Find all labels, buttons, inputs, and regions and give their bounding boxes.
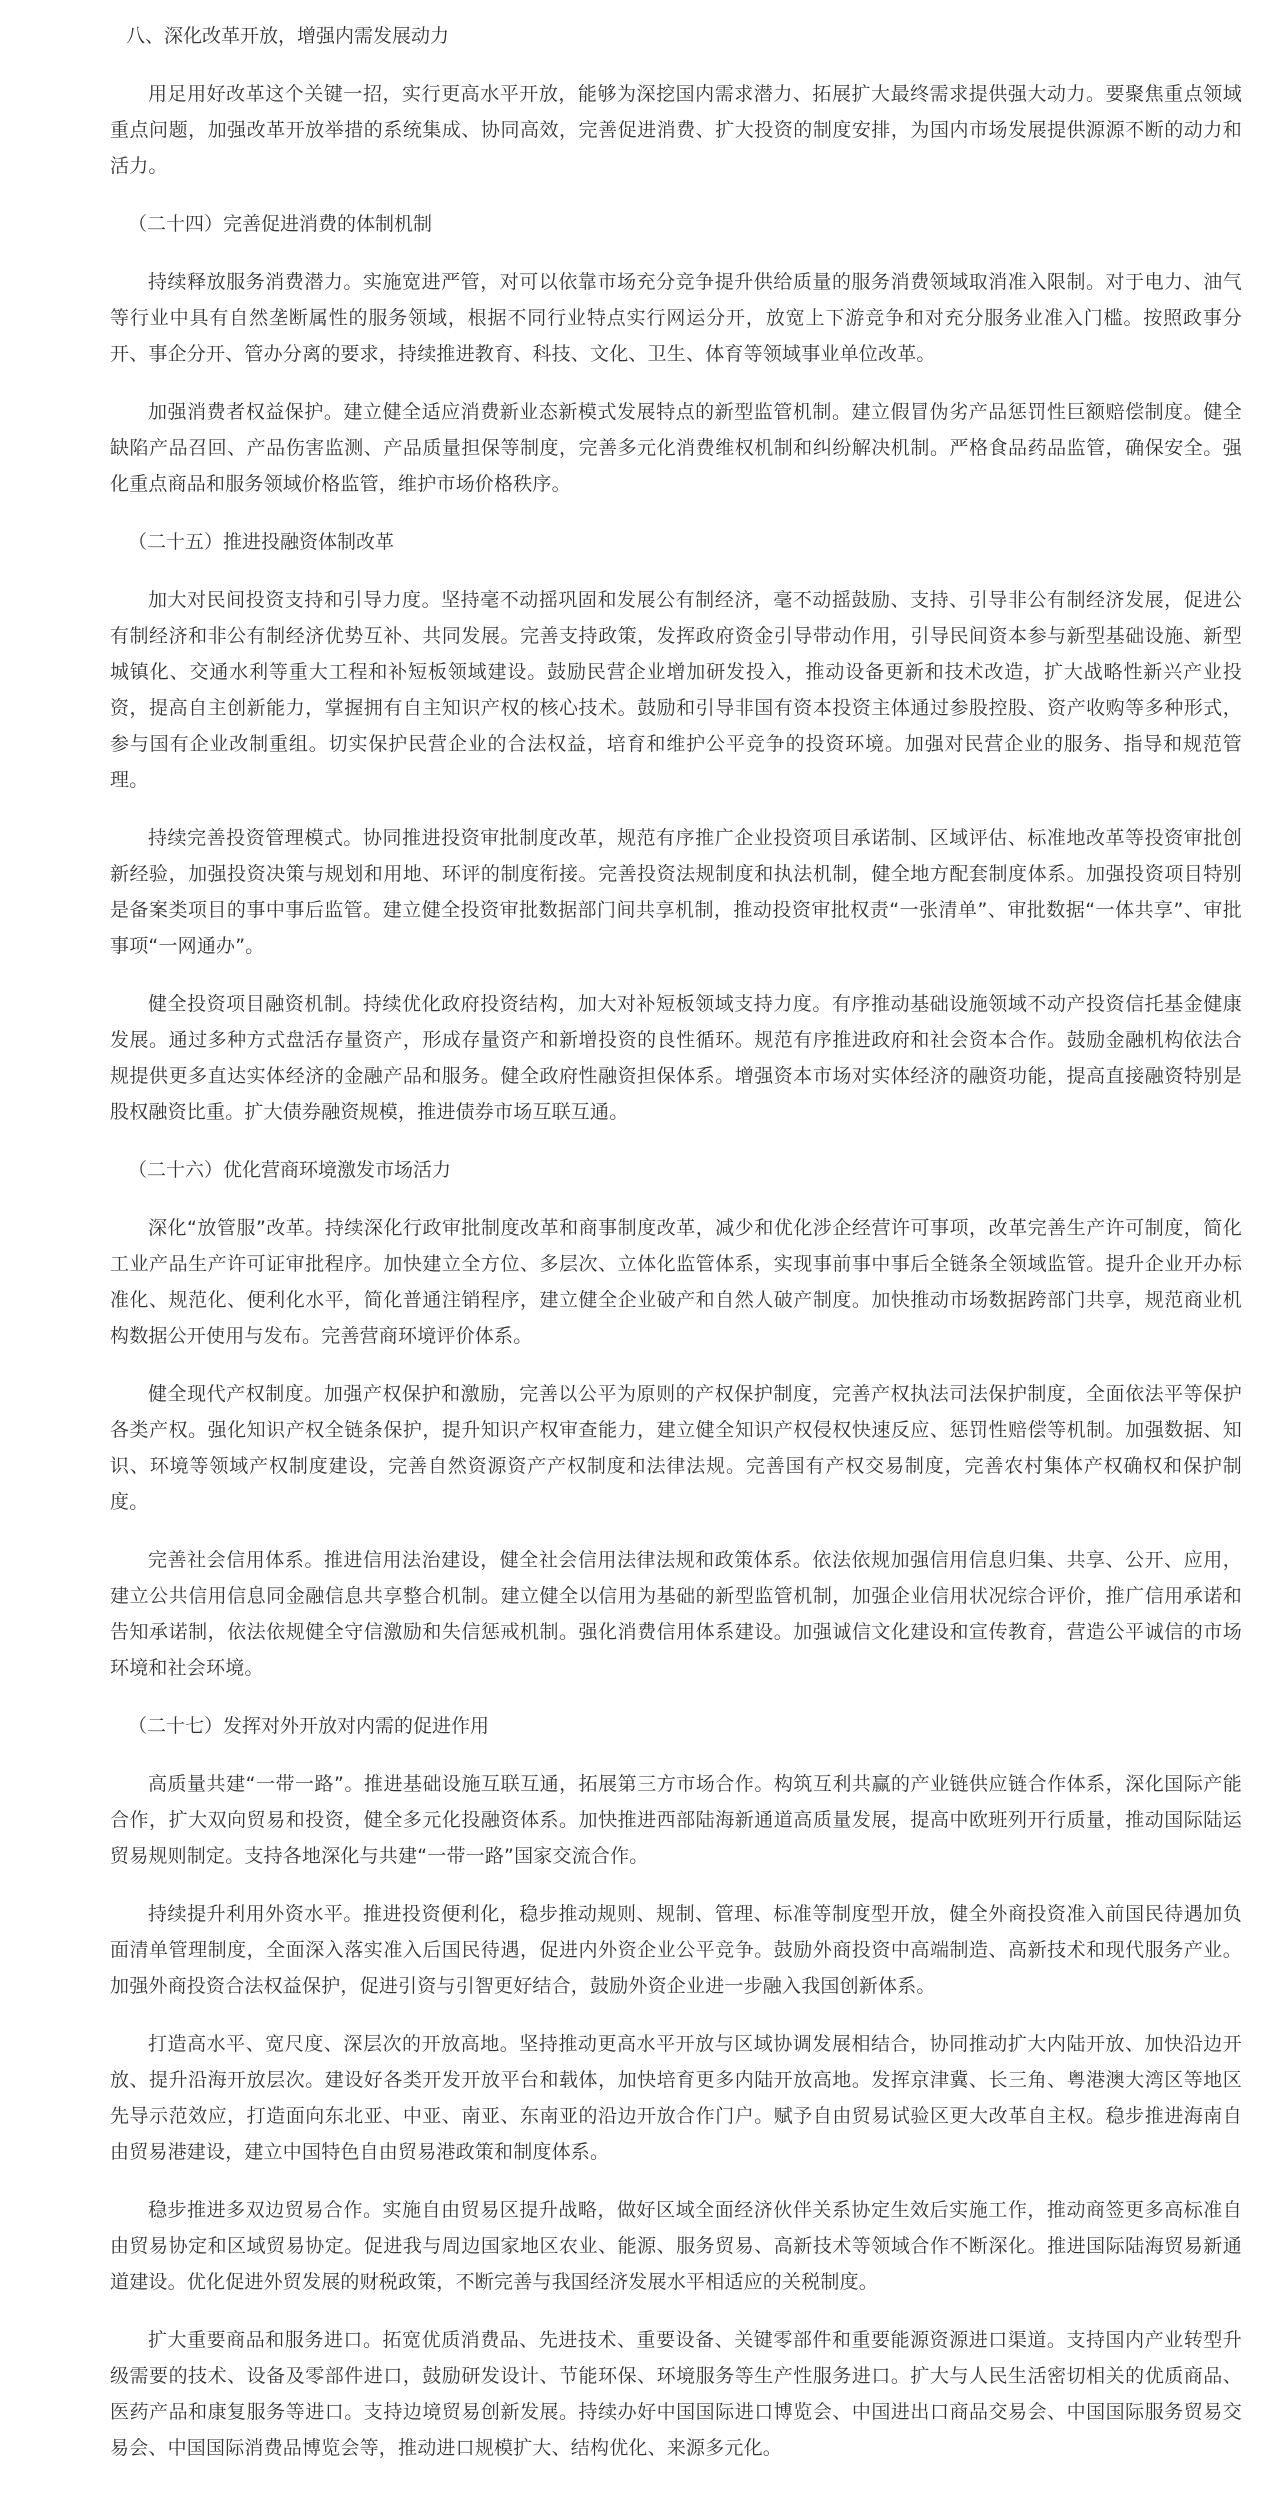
paragraph: 用足用好改革这个关键一招，实行更高水平开放，能够为深挖国内需求潜力、拓展扩大最终需求提供强大动力。要聚焦重点领域重点问题，加强改革开放举措的系统集成、协同高效，完善促进消费、扩大投资的制度安排，为国内市场发展提供源源不断的动力和活力。: [110, 83, 1242, 177]
subsection-heading: （二十五）推进投融资体制改革: [128, 531, 395, 553]
paragraph: 稳步推进多双边贸易合作。实施自由贸易区提升战略，做好区域全面经济伙伴关系协定生效后实施工作，推动商签更多高标准自由贸易协定和区域贸易协定。促进我与周边国家地区农业、能源、服务贸易、高新技术等领域合作不断深化。推进国际陆海贸易新通道建设。优化促进外贸发展的财税政策，不断完善与我国经济发展水平相适应的关税制度。: [110, 2199, 1242, 2293]
paragraph: 高质量共建“一带一路”。推进基础设施互联互通，拓展第三方市场合作。构筑互利共赢的产业链供应链合作体系，深化国际产能合作，扩大双向贸易和投资，健全多元化投融资体系。加快推进西部陆海新通道高质量发展，提高中欧班列开行质量，推动国际陆运贸易规则制定。支持各地深化与共建“一带一路”国家交流合作。: [110, 1773, 1242, 1867]
section-heading: 八、深化改革开放，增强内需发展动力: [126, 25, 450, 47]
subsection-heading: （二十七）发挥对外开放对内需的促进作用: [128, 1715, 490, 1737]
paragraph: 健全投资项目融资机制。持续优化政府投资结构，加大对补短板领域支持力度。有序推动基础设施领域不动产投资信托基金健康发展。通过多种方式盘活存量资产，形成存量资产和新增投资的良性循环。规范有序推进政府和社会资本合作。鼓励金融机构依法合规提供更多直达实体经济的金融产品和服务。健全政府性融资担保体系。增强资本市场对实体经济的融资功能，提高直接融资特别是股权融资比重。扩大债券融资规模，推进债券市场互联互通。: [110, 993, 1242, 1123]
paragraph: 持续提升利用外资水平。推进投资便利化，稳步推动规则、规制、管理、标准等制度型开放，健全外商投资准入前国民待遇加负面清单管理制度，全面深入落实准入后国民待遇，促进内外资企业公平竞争。鼓励外商投资中高端制造、高新技术和现代服务产业。加强外商投资合法权益保护，促进引资与引智更好结合，鼓励外资企业进一步融入我国创新体系。: [110, 1903, 1242, 1997]
paragraph: 持续完善投资管理模式。协同推进投资审批制度改革，规范有序推广企业投资项目承诺制、区域评估、标准地改革等投资审批创新经验，加强投资决策与规划和用地、环评的制度衔接。完善投资法规制度和执法机制，健全地方配套制度体系。加强投资项目特别是备案类项目的事中事后监管。建立健全投资审批数据部门间共享机制，推动投资审批权责“一张清单”、审批数据“一体共享”、审批事项“一网通办”。: [110, 827, 1242, 957]
paragraph: 打造高水平、宽尺度、深层次的开放高地。坚持推动更高水平开放与区域协调发展相结合，协同推动扩大内陆开放、加快沿边开放、提升沿海开放层次。建设好各类开发开放平台和载体，加快培育更多内陆开放高地。发挥京津冀、长三角、粤港澳大湾区等地区先导示范效应，打造面向东北亚、中亚、南亚、东南亚的沿边开放合作门户。赋予自由贸易试验区更大改革自主权。稳步推进海南自由贸易港建设，建立中国特色自由贸易港政策和制度体系。: [110, 2033, 1242, 2163]
paragraph: 完善社会信用体系。推进信用法治建设，健全社会信用法律法规和政策体系。依法依规加强信用信息归集、共享、公开、应用，建立公共信用信息同金融信息共享整合机制。建立健全以信用为基础的新型监管机制，加强企业信用状况综合评价，推广信用承诺和告知承诺制，依法依规健全守信激励和失信惩戒机制。强化消费信用体系建设。加强诚信文化建设和宣传教育，营造公平诚信的市场环境和社会环境。: [110, 1549, 1242, 1679]
paragraph: 健全现代产权制度。加强产权保护和激励，完善以公平为原则的产权保护制度，完善产权执法司法保护制度，全面依法平等保护各类产权。强化知识产权全链条保护，提升知识产权审查能力，建立健全知识产权侵权快速反应、惩罚性赔偿等机制。加强数据、知识、环境等领域产权制度建设，完善自然资源资产产权制度和法律法规。完善国有产权交易制度，完善农村集体产权确权和保护制度。: [110, 1383, 1242, 1513]
paragraph: 加强消费者权益保护。建立健全适应消费新业态新模式发展特点的新型监管机制。建立假冒伪劣产品惩罚性巨额赔偿制度。健全缺陷产品召回、产品伤害监测、产品质量担保等制度，完善多元化消费维权机制和纠纷解决机制。严格食品药品监管，确保安全。强化重点商品和服务领域价格监管，维护市场价格秩序。: [110, 401, 1242, 495]
paragraph: 加大对民间投资支持和引导力度。坚持毫不动摇巩固和发展公有制经济，毫不动摇鼓励、支持、引导非公有制经济发展，促进公有制经济和非公有制经济优势互补、共同发展。完善支持政策，发挥政府资金引导带动作用，引导民间资本参与新型基础设施、新型城镇化、交通水利等重大工程和补短板领域建设。鼓励民营企业增加研发投入，推动设备更新和技术改造，扩大战略性新兴产业投资，提高自主创新能力，掌握拥有自主知识产权的核心技术。鼓励和引导非国有资本投资主体通过参股控股、资产收购等多种形式，参与国有企业改制重组。切实保护民营企业的合法权益，培育和维护公平竞争的投资环境。加强对民营企业的服务、指导和规范管理。: [110, 589, 1242, 791]
paragraph: 深化“放管服”改革。持续深化行政审批制度改革和商事制度改革，减少和优化涉企经营许可事项，改革完善生产许可制度，简化工业产品生产许可证审批程序。加快建立全方位、多层次、立体化监管体系，实现事前事中事后全链条全领域监管。提升企业开办标准化、规范化、便利化水平，简化普通注销程序，建立健全企业破产和自然人破产制度。加快推动市场数据跨部门共享，规范商业机构数据公开使用与发布。完善营商环境评价体系。: [110, 1217, 1242, 1347]
paragraph: 扩大重要商品和服务进口。拓宽优质消费品、先进技术、重要设备、关键零部件和重要能源资源进口渠道。支持国内产业转型升级需要的技术、设备及零部件进口，鼓励研发设计、节能环保、环境服务等生产性服务进口。扩大与人民生活密切相关的优质商品、医药产品和康复服务等进口。支持边境贸易创新发展。持续办好中国国际进口博览会、中国进出口商品交易会、中国国际服务贸易交易会、中国国际消费品博览会等，推动进口规模扩大、结构优化、来源多元化。: [110, 2329, 1242, 2459]
paragraph: 持续释放服务消费潜力。实施宽进严管，对可以依靠市场充分竞争提升供给质量的服务消费领域取消准入限制。对于电力、油气等行业中具有自然垄断属性的服务领域，根据不同行业特点实行网运分开，放宽上下游竞争和对充分服务业准入门槛。按照政事分开、事企分开、管办分离的要求，持续推进教育、科技、文化、卫生、体育等领域事业单位改革。: [110, 271, 1242, 365]
subsection-heading: （二十六）优化营商环境激发市场活力: [128, 1159, 452, 1181]
subsection-heading: （二十四）完善促进消费的体制机制: [128, 213, 433, 235]
